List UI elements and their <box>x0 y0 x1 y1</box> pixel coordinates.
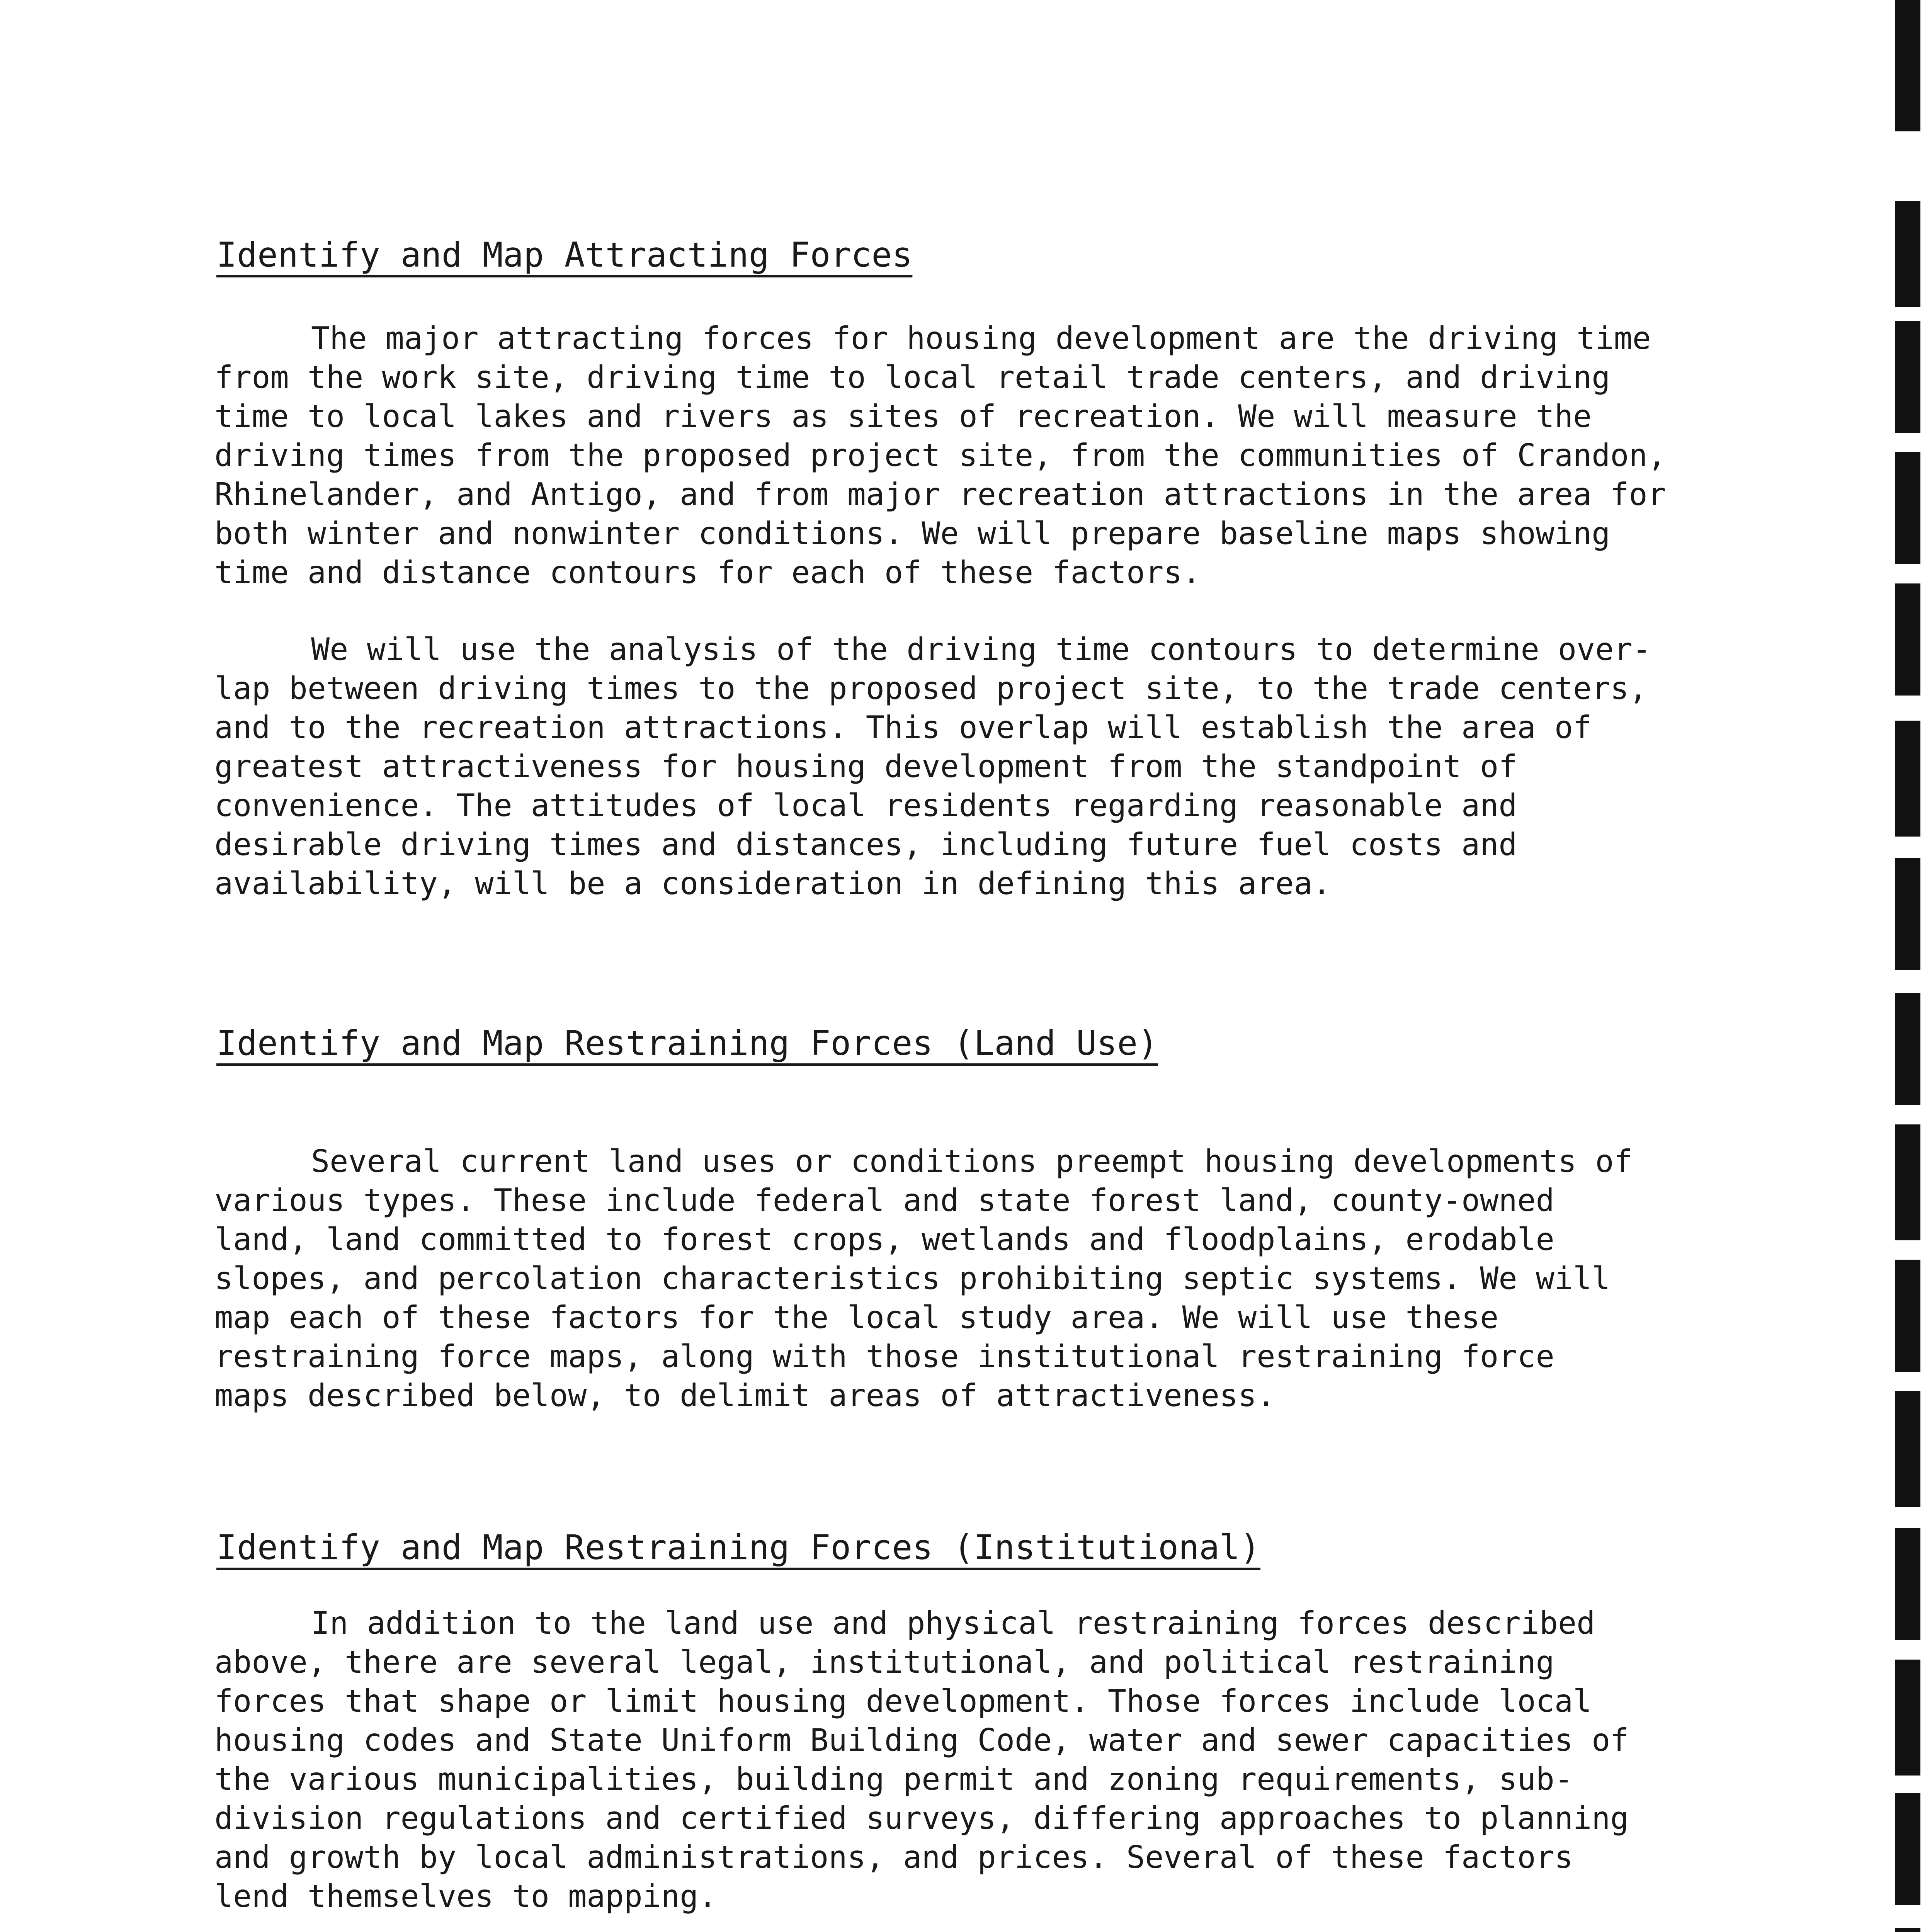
binding-mark <box>1895 1928 1920 1932</box>
text-line: restraining force maps, along with those institutional restraining force <box>214 1338 1554 1374</box>
binding-mark <box>1895 1660 1920 1776</box>
binding-mark <box>1895 452 1920 564</box>
paragraph-attracting-1 <box>214 319 1745 592</box>
text-line: convenience. The attitudes of local residents regarding reasonable and <box>214 787 1517 823</box>
text-line: and growth by local administrations, and prices. Several of these factors <box>214 1839 1573 1875</box>
heading-attracting-forces: Identify and Map Attracting Forces <box>216 235 913 275</box>
text-line: time and distance contours for each of these factors. <box>214 554 1201 590</box>
text-line: division regulations and certified surveys, differing approaches to planning <box>214 1800 1629 1836</box>
text-line: from the work site, driving time to local retail trade centers, and driving <box>214 359 1611 395</box>
text-line: various types. These include federal and state forest land, county-owned <box>214 1182 1554 1218</box>
binding-mark <box>1895 1124 1920 1240</box>
heading-restraining-land-use: Identify and Map Restraining Forces (Land Use) <box>216 1023 1158 1063</box>
text-line: land, land committed to forest crops, wetlands and floodplains, erodable <box>214 1221 1554 1257</box>
binding-mark <box>1895 321 1920 433</box>
text-line: the various municipalities, building permit and zoning requirements, sub- <box>214 1761 1573 1797</box>
text-line: time to local lakes and rivers as sites of recreation. We will measure the <box>214 398 1592 434</box>
text-line: Several current land uses or conditions preempt housing developments of <box>311 1143 1633 1179</box>
heading-restraining-institutional: Identify and Map Restraining Forces (Institutional) <box>216 1527 1261 1567</box>
text-line: both winter and nonwinter conditions. We will prepare baseline maps showing <box>214 515 1611 551</box>
text-line: housing codes and State Uniform Building Code, water and sewer capacities of <box>214 1722 1629 1758</box>
text-line: driving times from the proposed project site, from the communities of Crandon, <box>214 437 1666 473</box>
binding-mark <box>1895 583 1920 696</box>
binding-mark <box>1895 993 1920 1105</box>
binding-mark <box>1895 1528 1920 1640</box>
text-line: map each of these factors for the local study area. We will use these <box>214 1299 1499 1335</box>
paragraph-attracting-2 <box>214 630 1745 903</box>
binding-mark <box>1895 858 1920 970</box>
text-line: In addition to the land use and physical restraining forces described <box>311 1605 1595 1641</box>
binding-mark <box>1895 0 1920 131</box>
text-line: and to the recreation attractions. This overlap will establish the area of <box>214 709 1592 745</box>
text-line: availability, will be a consideration in defining this area. <box>214 866 1331 901</box>
text-line: above, there are several legal, institutional, and political restraining <box>214 1644 1554 1680</box>
text-line: maps described below, to delimit areas of attractiveness. <box>214 1378 1276 1413</box>
text-line: forces that shape or limit housing development. Those forces include local <box>214 1683 1592 1719</box>
text-line: The major attracting forces for housing development are the driving time <box>311 320 1651 356</box>
text-line: lend themselves to mapping. <box>214 1878 717 1914</box>
text-line: We will use the analysis of the driving time contours to determine over- <box>311 631 1651 667</box>
binding-mark <box>1895 1260 1920 1372</box>
text-line: desirable driving times and distances, including future fuel costs and <box>214 827 1517 862</box>
binding-mark <box>1895 1793 1920 1905</box>
text-line: Rhinelander, and Antigo, and from major recreation attractions in the area for <box>214 476 1666 512</box>
binding-mark <box>1895 1391 1920 1507</box>
text-line: slopes, and percolation characteristics prohibiting septic systems. We will <box>214 1260 1611 1296</box>
paragraph-institutional-1 <box>214 1604 1745 1916</box>
text-line: greatest attractiveness for housing development from the standpoint of <box>214 748 1517 784</box>
paragraph-land-use <box>214 1142 1745 1415</box>
binding-mark <box>1895 721 1920 837</box>
text-line: lap between driving times to the proposed project site, to the trade centers, <box>214 670 1648 706</box>
binding-mark <box>1895 201 1920 307</box>
